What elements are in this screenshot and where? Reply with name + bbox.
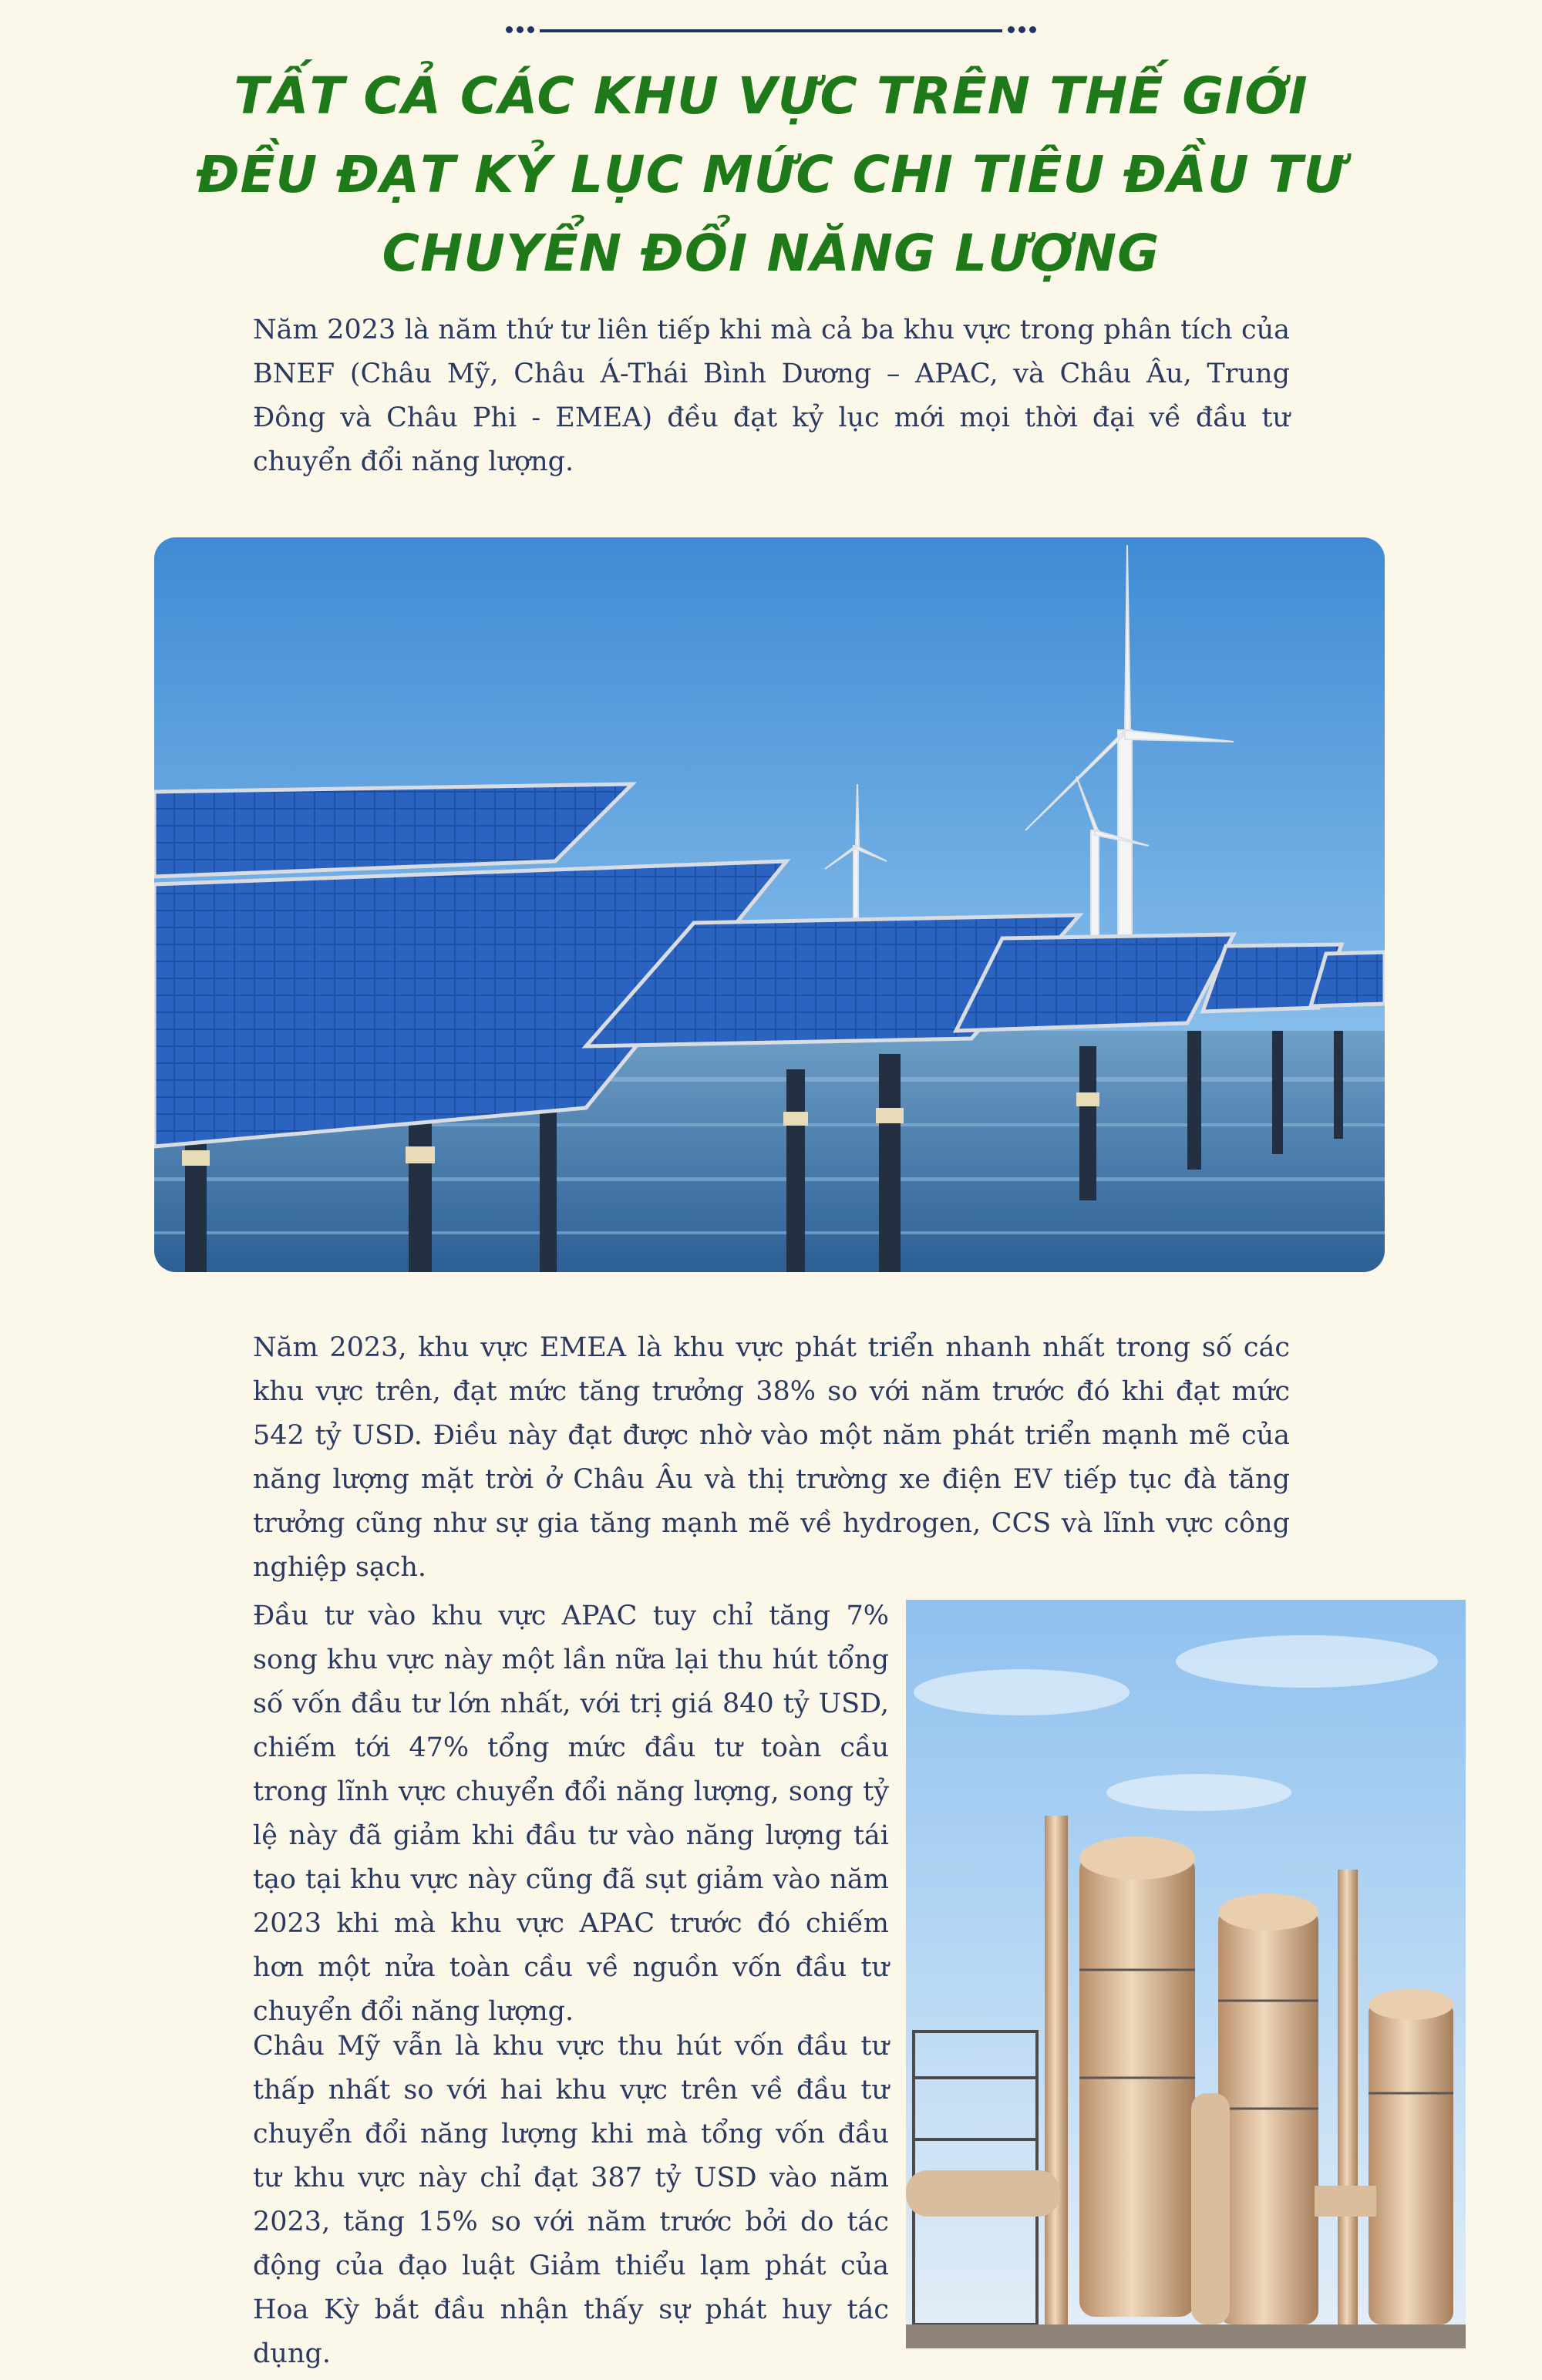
divider-line [540, 29, 1002, 32]
solar-wind-photo [154, 537, 1385, 1272]
divider-dots-left [506, 26, 534, 33]
divider-dots-right [1008, 26, 1036, 33]
emea-paragraph: Năm 2023, khu vực EMEA là khu vực phát triển nhanh nhất trong số các khu vực trên, đạt mức tăng trưởng 38% so với năm trước đó khi đạt mức 542 tỷ USD. Điều này đạt được nhờ vào một năm phát triển mạnh mẽ của năng lượng mặt trời ở Châu Âu và thị trường xe điện EV tiếp tục đà tăng trưởng cũng như sự gia tăng mạnh mẽ về hydrogen, CCS và lĩnh vực công nghiệp sạch. [253, 1332, 1290, 1583]
title-line-3: CHUYỂN ĐỔI NĂNG LƯỢNG [382, 224, 1160, 283]
page-title [154, 57, 1388, 293]
industrial-plant-photo [906, 1600, 1466, 2348]
title-line-2: ĐỀU ĐẠT KỶ LỤC MỨC CHI TIÊU ĐẦU TƯ [196, 145, 1346, 204]
intro-paragraph: Năm 2023 là năm thứ tư liên tiếp khi mà cả ba khu vực trong phân tích của BNEF (Châu Mỹ, Châu Á-Thái Bình Dương – APAC, và Châu Âu, Trung Đông và Châu Phi - EMEA) đều đạt kỷ lục mới mọi thời đại về đầu tư chuyển đổi năng lượng. [253, 315, 1290, 477]
title-line-1: TẤT CẢ CÁC KHU VỰC TRÊN THẾ GIỚI [234, 66, 1308, 126]
americas-paragraph: Châu Mỹ vẫn là khu vực thu hút vốn đầu tư thấp nhất so với hai khu vực trên về đầu tư chuyển đổi năng lượng khi mà tổng vốn đầu tư khu vực này chỉ đạt 387 tỷ USD vào năm 2023, tăng 15% so với năm trước bởi do tác động của đạo luật Giảm thiểu lạm phát của Hoa Kỳ bắt đầu nhận thấy sự phát huy tác dụng. [253, 2031, 889, 2369]
apac-paragraph: Đầu tư vào khu vực APAC tuy chỉ tăng 7% song khu vực này một lần nữa lại thu hút tổng số vốn đầu tư lớn nhất, với trị giá 840 tỷ USD, chiếm tới 47% tổng mức đầu tư toàn cầu trong lĩnh vực chuyển đổi năng lượng, song tỷ lệ này đã giảm khi đầu tư vào năng lượng tái tạo tại khu vực này cũng đã sụt giảm vào năm 2023 khi mà khu vực APAC trước đó chiếm hơn một nửa toàn cầu về nguồn vốn đầu tư chuyển đổi năng lượng. [253, 1601, 889, 2027]
header-divider [506, 23, 1036, 39]
